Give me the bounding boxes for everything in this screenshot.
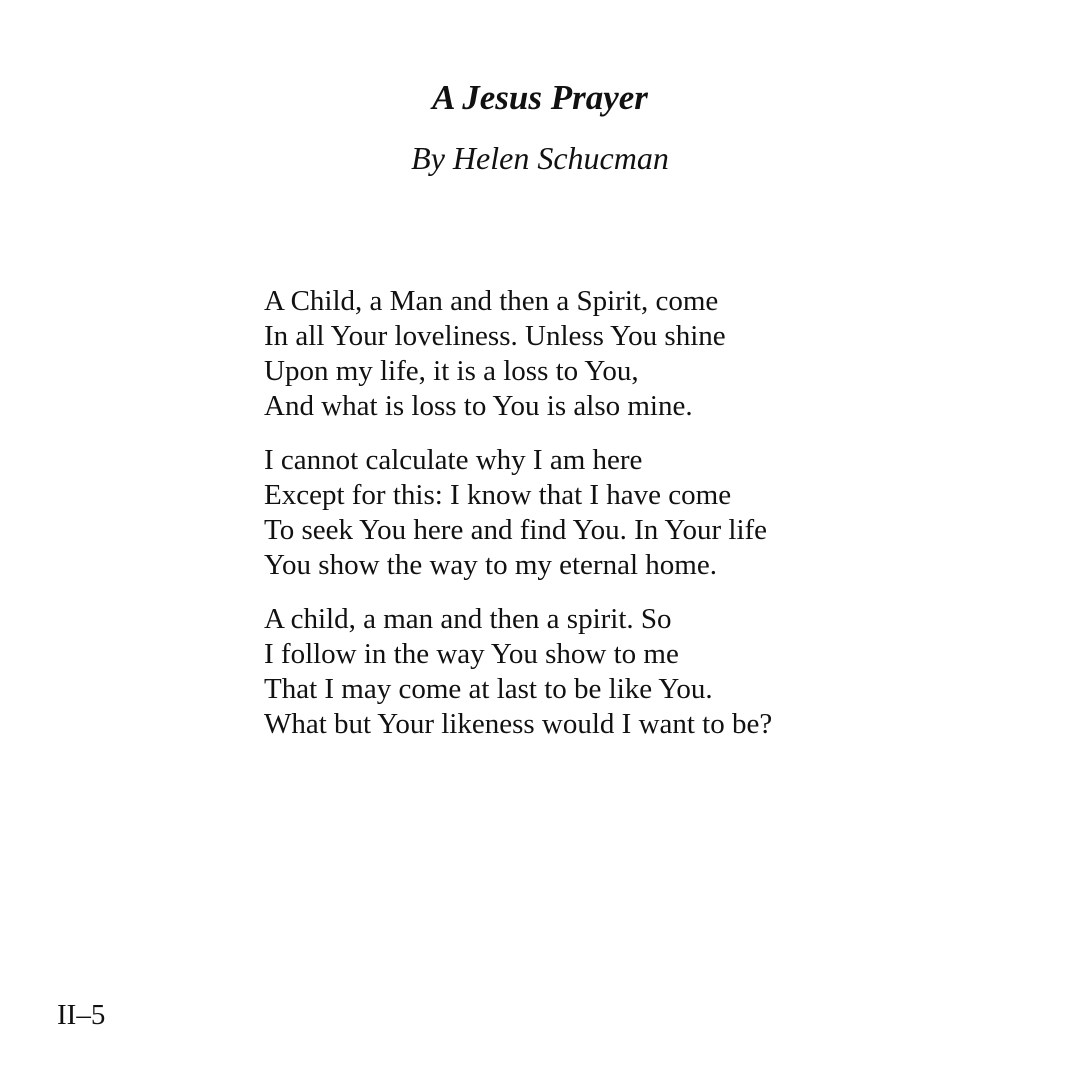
stanza-2 [264, 443, 864, 583]
poem-body [264, 284, 864, 761]
poem-line: What but Your likeness would I want to be? [264, 708, 773, 740]
poem-line: A Child, a Man and then a Spirit, come [264, 285, 719, 317]
poem-line: That I may come at last to be like You. [264, 673, 713, 705]
poem-line: To seek You here and find You. In Your life [264, 514, 768, 546]
poem-author: By Helen Schucman [411, 140, 669, 176]
poem-line: I follow in the way You show to me [264, 638, 679, 670]
page-number: II–5 [57, 999, 106, 1031]
poem-line: Upon my life, it is a loss to You, [264, 355, 639, 387]
poem-line: In all Your loveliness. Unless You shine [264, 320, 726, 352]
poem-line: And what is loss to You is also mine. [264, 390, 693, 422]
poem-title: A Jesus Prayer [432, 78, 648, 117]
poem-line: Except for this: I know that I have come [264, 479, 732, 511]
poem-line: You show the way to my eternal home. [264, 549, 717, 581]
poem-line: I cannot calculate why I am here [264, 444, 643, 476]
poem-line: A child, a man and then a spirit. So [264, 603, 672, 635]
stanza-3 [264, 602, 864, 742]
stanza-1 [264, 284, 864, 424]
